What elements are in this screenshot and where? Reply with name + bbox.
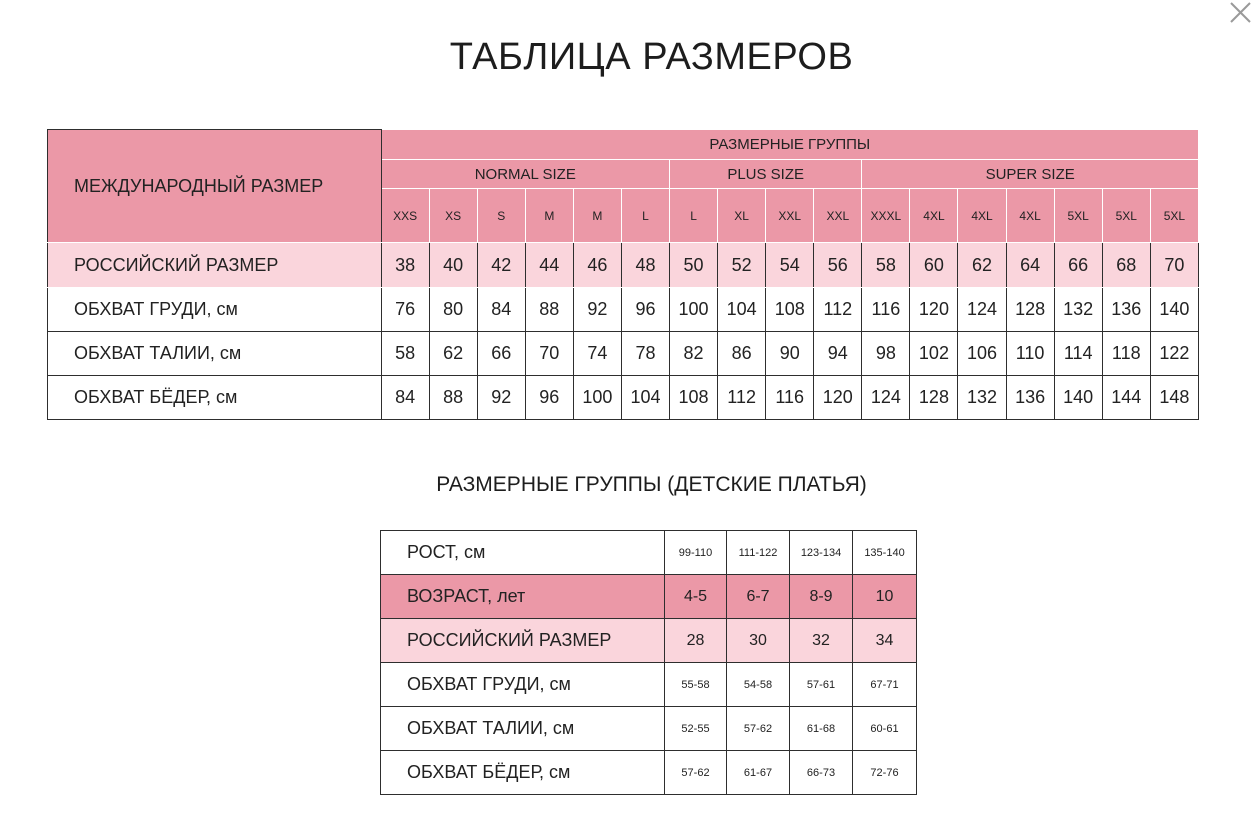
row-label: ОБХВАТ ГРУДИ, см [48, 288, 382, 332]
close-button[interactable] [1226, 0, 1254, 28]
table-cell: 99-110 [665, 531, 727, 575]
table-cell: 88 [429, 376, 477, 420]
table-cell: 102 [910, 332, 958, 376]
table-cell: 144 [1102, 376, 1150, 420]
table-cell: 58 [381, 332, 429, 376]
size-groups-header: РАЗМЕРНЫЕ ГРУППЫ [381, 130, 1198, 160]
size-code: 5XL [1054, 189, 1102, 243]
table-cell: 40 [429, 243, 477, 288]
size-code: 4XL [1006, 189, 1054, 243]
size-code: L [670, 189, 718, 243]
table-cell: 10 [853, 575, 917, 619]
table-cell: 66 [477, 332, 525, 376]
table-cell: 135-140 [853, 531, 917, 575]
close-icon [1226, 0, 1254, 28]
table-cell: 116 [766, 376, 814, 420]
table-cell: 122 [1150, 332, 1198, 376]
row-label: РОССИЙСКИЙ РАЗМЕР [48, 243, 382, 288]
size-code: XS [429, 189, 477, 243]
table-cell: 61-67 [727, 751, 790, 795]
table-cell: 120 [910, 288, 958, 332]
table-row [48, 332, 1199, 376]
table-cell: 92 [573, 288, 621, 332]
table-row [381, 663, 917, 707]
size-code: XXS [381, 189, 429, 243]
row-label: ОБХВАТ БЁДЕР, см [48, 376, 382, 420]
kids-size-table [380, 530, 917, 795]
table-cell: 56 [814, 243, 862, 288]
table-cell: 96 [621, 288, 669, 332]
table-cell: 30 [727, 619, 790, 663]
table-cell: 104 [621, 376, 669, 420]
table-row [381, 619, 917, 663]
table-cell: 100 [670, 288, 718, 332]
table-cell: 61-68 [790, 707, 853, 751]
row-label: ОБХВАТ ТАЛИИ, см [48, 332, 382, 376]
table-cell: 92 [477, 376, 525, 420]
table-cell: 50 [670, 243, 718, 288]
table-cell: 128 [1006, 288, 1054, 332]
table-cell: 136 [1006, 376, 1054, 420]
row-label: ОБХВАТ ГРУДИ, см [381, 663, 665, 707]
table-cell: 118 [1102, 332, 1150, 376]
header-row-groups [48, 130, 1199, 160]
size-code: M [573, 189, 621, 243]
table-cell: 34 [853, 619, 917, 663]
table-cell: 124 [862, 376, 910, 420]
table-cell: 76 [381, 288, 429, 332]
table-cell: 62 [429, 332, 477, 376]
size-code: XXXL [862, 189, 910, 243]
table-cell: 48 [621, 243, 669, 288]
table-cell: 52-55 [665, 707, 727, 751]
size-group-2: SUPER SIZE [862, 160, 1199, 189]
table-cell: 120 [814, 376, 862, 420]
table-cell: 106 [958, 332, 1006, 376]
table-cell: 4-5 [665, 575, 727, 619]
kids-table-title: РАЗМЕРНЫЕ ГРУППЫ (ДЕТСКИЕ ПЛАТЬЯ) [436, 473, 867, 496]
table-cell: 108 [766, 288, 814, 332]
table-cell: 68 [1102, 243, 1150, 288]
row-label: ОБХВАТ ТАЛИИ, см [381, 707, 665, 751]
table-cell: 57-62 [665, 751, 727, 795]
size-code: XXL [814, 189, 862, 243]
size-code: XL [718, 189, 766, 243]
size-code: XXL [766, 189, 814, 243]
table-cell: 128 [910, 376, 958, 420]
adult-size-table [47, 129, 1199, 420]
table-cell: 111-122 [727, 531, 790, 575]
table-row [48, 376, 1199, 420]
table-cell: 42 [477, 243, 525, 288]
row-label: РОСТ, см [381, 531, 665, 575]
table-cell: 140 [1150, 288, 1198, 332]
table-cell: 58 [862, 243, 910, 288]
table-cell: 54-58 [727, 663, 790, 707]
table-cell: 66-73 [790, 751, 853, 795]
table-cell: 104 [718, 288, 766, 332]
page-title: ТАБЛИЦА РАЗМЕРОВ [449, 36, 854, 78]
table-row [48, 243, 1199, 288]
table-row [381, 575, 917, 619]
table-cell: 148 [1150, 376, 1198, 420]
table-cell: 70 [1150, 243, 1198, 288]
table-row [381, 707, 917, 751]
table-cell: 66 [1054, 243, 1102, 288]
row-label: РОССИЙСКИЙ РАЗМЕР [381, 619, 665, 663]
table-cell: 74 [573, 332, 621, 376]
table-cell: 52 [718, 243, 766, 288]
table-cell: 64 [1006, 243, 1054, 288]
table-cell: 114 [1054, 332, 1102, 376]
table-cell: 54 [766, 243, 814, 288]
table-cell: 100 [573, 376, 621, 420]
table-cell: 8-9 [790, 575, 853, 619]
size-group-1: PLUS SIZE [670, 160, 862, 189]
table-cell: 55-58 [665, 663, 727, 707]
size-code: L [621, 189, 669, 243]
table-cell: 90 [766, 332, 814, 376]
table-cell: 57-61 [790, 663, 853, 707]
table-cell: 86 [718, 332, 766, 376]
table-cell: 60-61 [853, 707, 917, 751]
size-code: 5XL [1150, 189, 1198, 243]
table-cell: 112 [718, 376, 766, 420]
row-label: ОБХВАТ БЁДЕР, см [381, 751, 665, 795]
table-cell: 132 [1054, 288, 1102, 332]
size-code: S [477, 189, 525, 243]
table-row [381, 531, 917, 575]
table-cell: 80 [429, 288, 477, 332]
table-cell: 116 [862, 288, 910, 332]
table-cell: 108 [670, 376, 718, 420]
table-cell: 84 [381, 376, 429, 420]
table-cell: 94 [814, 332, 862, 376]
table-cell: 46 [573, 243, 621, 288]
table-cell: 6-7 [727, 575, 790, 619]
row-label: ВОЗРАСТ, лет [381, 575, 665, 619]
table-cell: 98 [862, 332, 910, 376]
size-code: 4XL [958, 189, 1006, 243]
table-row [48, 288, 1199, 332]
table-cell: 110 [1006, 332, 1054, 376]
table-cell: 136 [1102, 288, 1150, 332]
table-cell: 60 [910, 243, 958, 288]
table-cell: 38 [381, 243, 429, 288]
table-row [381, 751, 917, 795]
size-code: M [525, 189, 573, 243]
table-cell: 57-62 [727, 707, 790, 751]
table-cell: 78 [621, 332, 669, 376]
corner-label: МЕЖДУНАРОДНЫЙ РАЗМЕР [48, 130, 382, 243]
size-code: 4XL [910, 189, 958, 243]
size-group-0: NORMAL SIZE [381, 160, 669, 189]
table-cell: 124 [958, 288, 1006, 332]
table-cell: 132 [958, 376, 1006, 420]
table-cell: 88 [525, 288, 573, 332]
table-cell: 123-134 [790, 531, 853, 575]
table-cell: 32 [790, 619, 853, 663]
table-cell: 96 [525, 376, 573, 420]
table-cell: 72-76 [853, 751, 917, 795]
table-cell: 67-71 [853, 663, 917, 707]
table-cell: 70 [525, 332, 573, 376]
table-cell: 82 [670, 332, 718, 376]
table-cell: 28 [665, 619, 727, 663]
table-cell: 112 [814, 288, 862, 332]
table-cell: 62 [958, 243, 1006, 288]
table-cell: 140 [1054, 376, 1102, 420]
table-cell: 84 [477, 288, 525, 332]
size-code: 5XL [1102, 189, 1150, 243]
table-cell: 44 [525, 243, 573, 288]
